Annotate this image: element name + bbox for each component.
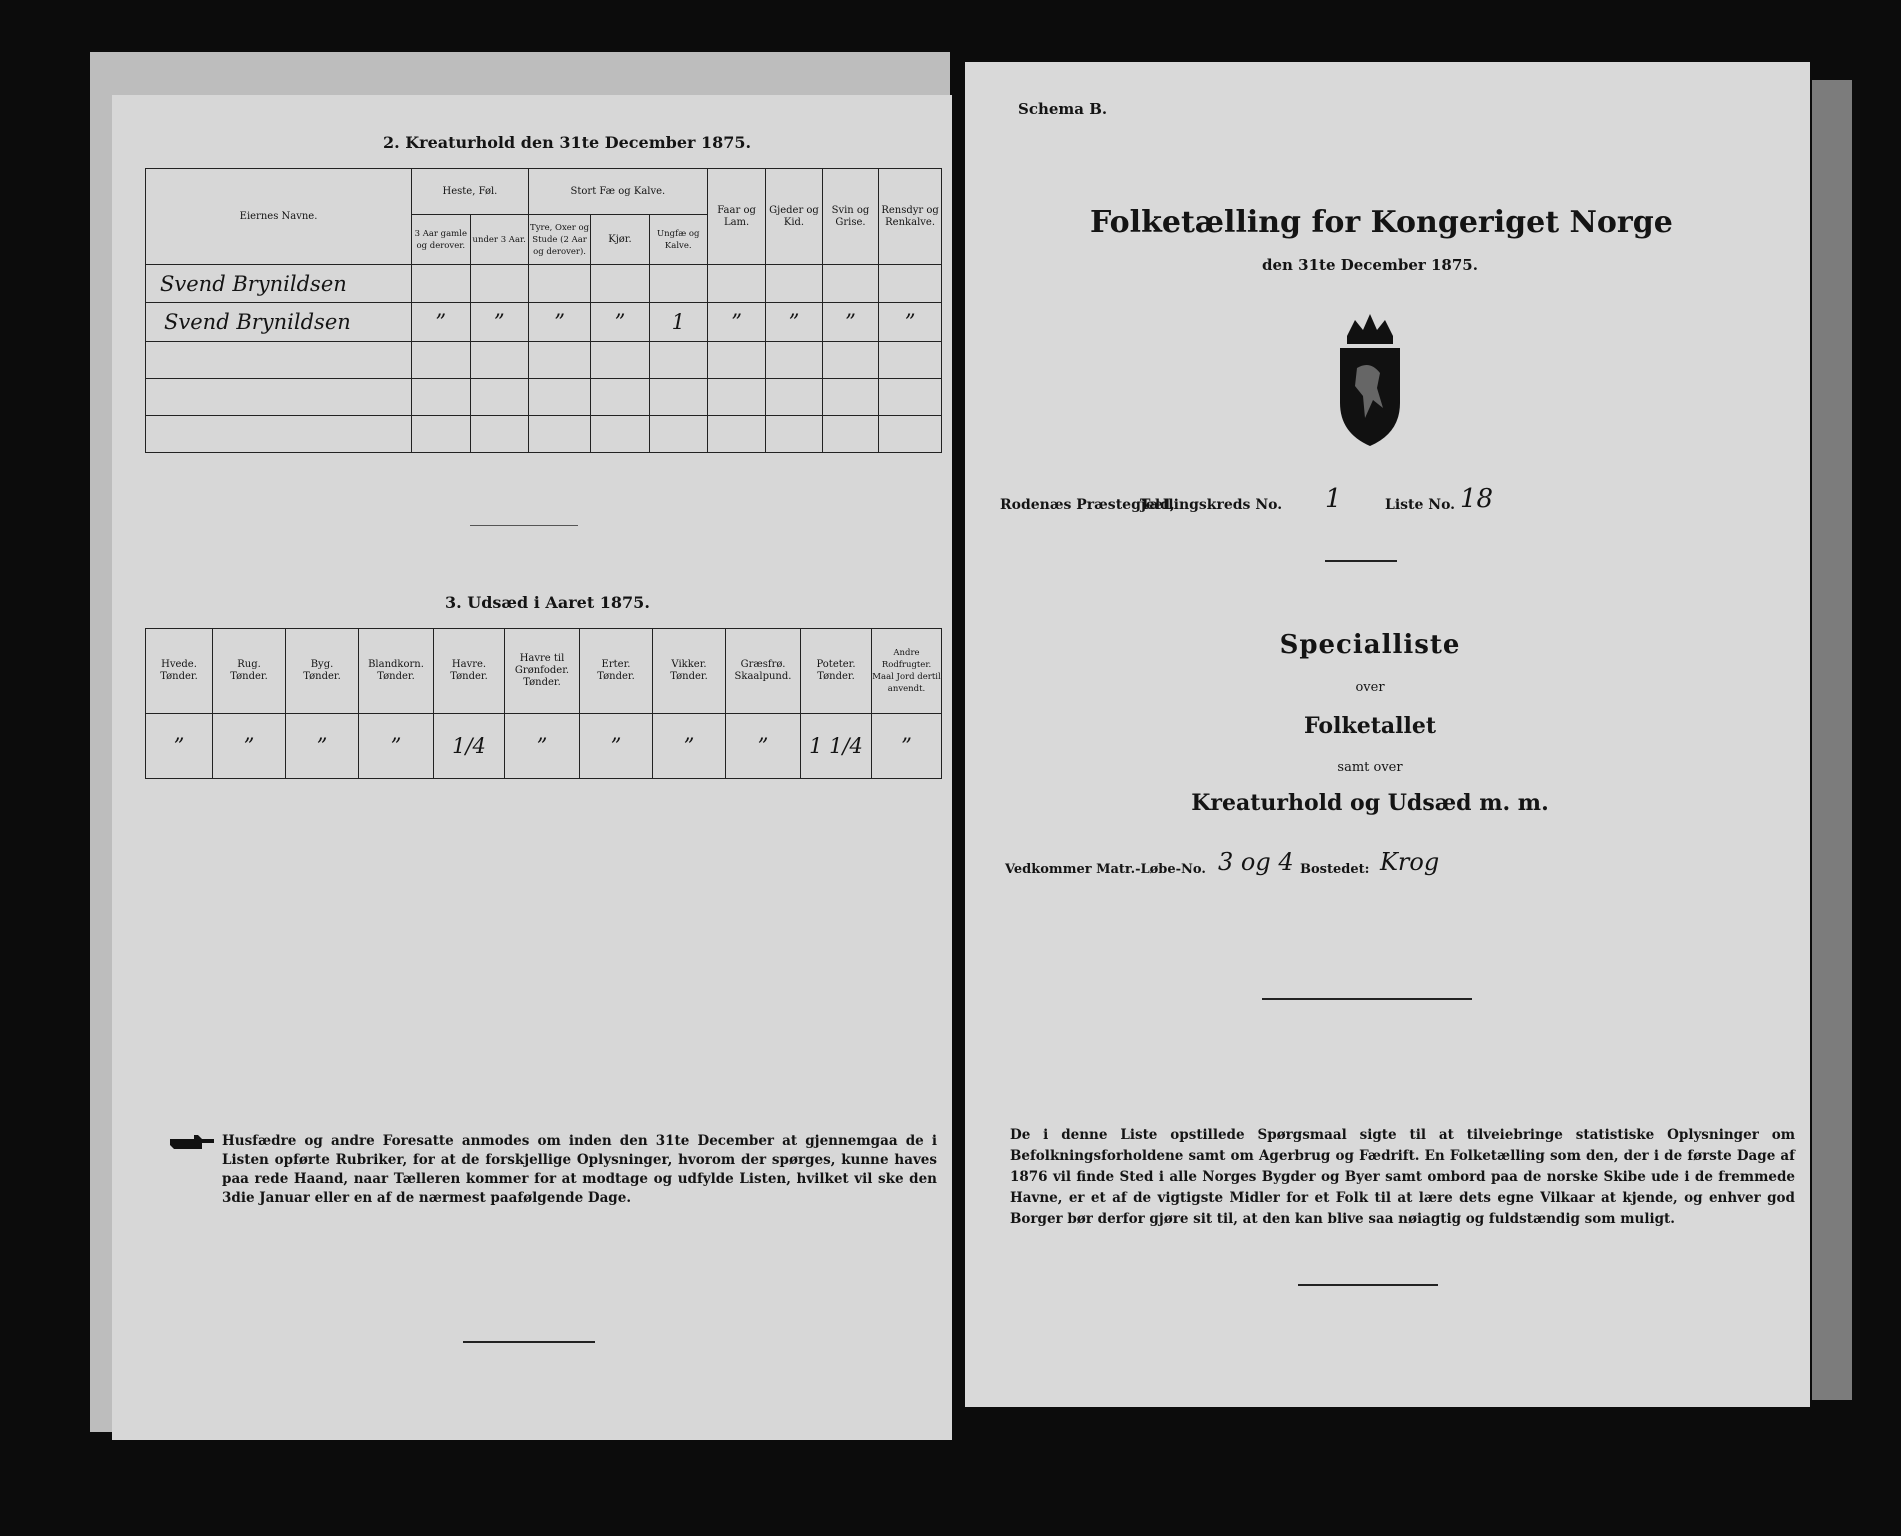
- value-cell: ”: [470, 303, 528, 341]
- seed-header: Erter. Tønder.: [580, 629, 653, 714]
- value-cell: ”: [822, 303, 878, 341]
- oxen-header: Tyre, Oxer og Stude (2 Aar og derover).: [528, 215, 591, 265]
- horses-under3-header: under 3 Aar.: [470, 215, 528, 265]
- value-cell: ”: [879, 303, 942, 341]
- seed-header: Havre til Grønfoder. Tønder.: [505, 629, 580, 714]
- horses-header: Heste, Føl.: [412, 169, 529, 215]
- bosted-label: Bostedet:: [1300, 862, 1370, 877]
- divider: [1262, 998, 1472, 1000]
- value-cell: ”: [528, 303, 591, 341]
- seed-value: ”: [359, 714, 434, 779]
- table-row: [146, 341, 942, 378]
- value-cell: ”: [766, 303, 823, 341]
- pigs-header: Svin og Grise.: [822, 169, 878, 265]
- matr-label: Vedkommer Matr.-Løbe-No.: [1005, 862, 1206, 877]
- parish-label: Rodenæs Præstegjeld,: [1000, 497, 1175, 513]
- notice-text: Husfædre og andre Foresatte anmodes om inden den 31te December at gjennemgaa de i Listen opførte Rubriker, for at de forskjellige Oplysninger, hvorom der spørges, kunne haves paa rede Haand, naar Tælleren kommer for at modtage og udfylde Listen, hvilket vil ske den 3die Januar eller en af de nærmest paafølgende Dage.: [222, 1133, 937, 1206]
- seed-header: Byg. Tønder.: [286, 629, 359, 714]
- seed-header: Andre Rodfrugter. Maal Jord dertil anvendt.: [872, 629, 942, 714]
- seed-header: Rug. Tønder.: [213, 629, 286, 714]
- schema-label: Schema B.: [1018, 100, 1108, 118]
- seed-header: Græsfrø. Skaalpund.: [726, 629, 801, 714]
- seed-header: Havre. Tønder.: [434, 629, 505, 714]
- seed-value: ”: [286, 714, 359, 779]
- seed-header: Hvede. Tønder.: [146, 629, 213, 714]
- table-row: [146, 378, 942, 415]
- main-title: Folketælling for Kongeriget Norge: [1090, 205, 1673, 240]
- list-label: Liste No.: [1385, 497, 1456, 513]
- value-cell: ”: [412, 303, 471, 341]
- page-edge: [1812, 80, 1852, 1400]
- table-row: [146, 303, 942, 341]
- divider: [1325, 560, 1397, 562]
- seed-value: 1 1/4: [801, 714, 872, 779]
- district-value: 1: [1325, 484, 1342, 514]
- divider: [463, 1341, 595, 1343]
- section2-title: 2. Kreaturhold den 31te December 1875.: [383, 133, 752, 152]
- special-title: Specialliste: [1279, 630, 1461, 660]
- date-line: den 31te December 1875.: [1262, 256, 1478, 274]
- subtitle: Kreaturhold og Udsæd m. m.: [1191, 790, 1549, 816]
- list-value: 18: [1460, 484, 1494, 514]
- seed-value: ”: [146, 714, 213, 779]
- seed-value: ”: [580, 714, 653, 779]
- divider: [1298, 1284, 1438, 1286]
- reindeer-header: Rensdyr og Renkalve.: [879, 169, 942, 265]
- owner-cell: Svend Brynildsen: [146, 303, 412, 341]
- goats-header: Gjeder og Kid.: [766, 169, 823, 265]
- seed-value: ”: [726, 714, 801, 779]
- seed-value: 1/4: [434, 714, 505, 779]
- sheep-header: Faar og Lam.: [707, 169, 765, 265]
- seed-value: ”: [653, 714, 726, 779]
- samt-over-text: samt over: [1337, 760, 1403, 775]
- owner-cell: Svend Brynildsen: [146, 265, 412, 303]
- matr-value: 3 og 4: [1218, 848, 1294, 876]
- section3-title: 3. Udsæd i Aaret 1875.: [445, 593, 650, 612]
- divider: [470, 525, 578, 526]
- seed-header: Blandkorn. Tønder.: [359, 629, 434, 714]
- over-text: over: [1355, 680, 1385, 695]
- bosted-value: Krog: [1380, 848, 1440, 876]
- district-label: Tællingskreds No.: [1140, 497, 1283, 513]
- seed-header: Vikker. Tønder.: [653, 629, 726, 714]
- coat-of-arms-icon: [1335, 308, 1405, 448]
- pointing-hand-icon: [168, 1133, 216, 1153]
- table-row: [146, 714, 942, 779]
- livestock-table: [145, 168, 942, 453]
- cattle-header: Stort Fæ og Kalve.: [528, 169, 707, 215]
- value-cell: ”: [591, 303, 649, 341]
- seed-table: [145, 628, 942, 779]
- young-calves-header: Ungfæ og Kalve.: [649, 215, 707, 265]
- seed-header: Poteter. Tønder.: [801, 629, 872, 714]
- seed-value: ”: [213, 714, 286, 779]
- footer-note: De i denne Liste opstillede Spørgsmaal sigte til at tilveiebringe statistiske Oplysninger om Befolkningsforholdene samt om Agerbrug og Fædrift. En Folketælling som den, der i de første Dage af 1876 vil finde Sted i alle Norges Bygder og Byer samt ombord paa de norske Skibe ude i de fremmede Havne, er et af de vigtigste Midler for et Folk til at lære dets egne Vilkaar at kjende, og enhver god Borger bør derfor gjøre sit til, at den kan blive saa nøiagtig og fuldstændig som muligt.: [1010, 1127, 1795, 1227]
- owner-header: Eiernes Navne.: [146, 169, 412, 265]
- horses-3plus-header: 3 Aar gamle og derover.: [412, 215, 471, 265]
- table-row: [146, 265, 942, 303]
- cows-header: Kjør.: [591, 215, 649, 265]
- value-cell: ”: [707, 303, 765, 341]
- value-cell: 1: [649, 303, 707, 341]
- table-row: [146, 415, 942, 452]
- folketallet-text: Folketallet: [1304, 713, 1436, 739]
- seed-value: ”: [872, 714, 942, 779]
- seed-value: ”: [505, 714, 580, 779]
